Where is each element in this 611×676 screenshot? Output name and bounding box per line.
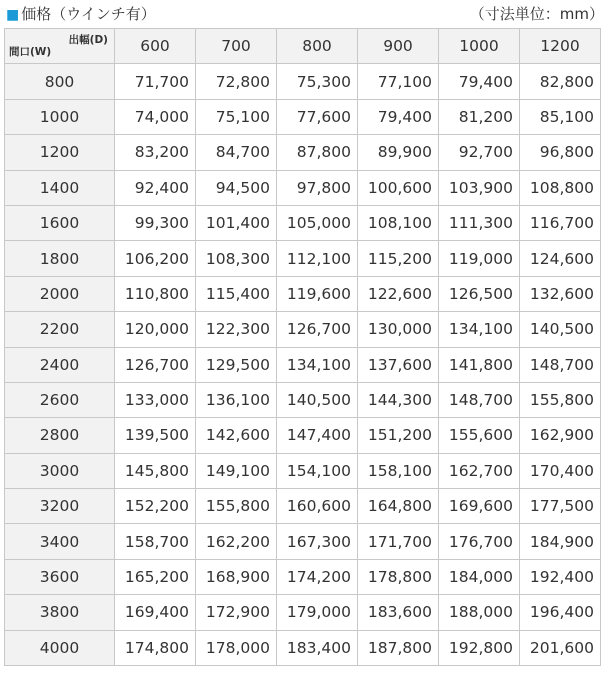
- price-cell: 83,200: [115, 135, 196, 170]
- row-header: 2600: [5, 382, 115, 417]
- price-cell: 155,800: [196, 489, 277, 524]
- price-cell: 165,200: [115, 559, 196, 594]
- price-table: [4, 28, 601, 666]
- square-bullet-icon: ■: [6, 7, 20, 23]
- table-row: [5, 382, 601, 417]
- price-cell: 168,900: [196, 559, 277, 594]
- price-cell: 177,500: [520, 489, 601, 524]
- price-cell: 172,900: [196, 595, 277, 630]
- price-cell: 169,400: [115, 595, 196, 630]
- row-header: 2000: [5, 276, 115, 311]
- price-cell: 74,000: [115, 99, 196, 134]
- row-header: 2400: [5, 347, 115, 382]
- price-cell: 89,900: [358, 135, 439, 170]
- price-cell: 147,400: [277, 418, 358, 453]
- caption-bar: [2, 0, 606, 28]
- price-cell: 192,400: [520, 559, 601, 594]
- price-cell: 141,800: [439, 347, 520, 382]
- price-cell: 126,700: [115, 347, 196, 382]
- table-row: [5, 418, 601, 453]
- price-cell: 110,800: [115, 276, 196, 311]
- price-cell: 75,100: [196, 99, 277, 134]
- price-cell: 140,500: [520, 312, 601, 347]
- table-row: [5, 489, 601, 524]
- price-cell: 122,600: [358, 276, 439, 311]
- price-cell: 112,100: [277, 241, 358, 276]
- table-row: [5, 170, 601, 205]
- table-row: [5, 312, 601, 347]
- price-cell: 92,400: [115, 170, 196, 205]
- row-header: 4000: [5, 630, 115, 665]
- price-cell: 116,700: [520, 205, 601, 240]
- price-cell: 103,900: [439, 170, 520, 205]
- price-cell: 122,300: [196, 312, 277, 347]
- price-cell: 162,700: [439, 453, 520, 488]
- price-cell: 108,100: [358, 205, 439, 240]
- corner-col-label: 出幅(D): [68, 34, 108, 46]
- price-cell: 167,300: [277, 524, 358, 559]
- column-header: 600: [115, 29, 196, 64]
- price-cell: 164,800: [358, 489, 439, 524]
- price-cell: 100,600: [358, 170, 439, 205]
- price-cell: 155,600: [439, 418, 520, 453]
- caption-title: 価格（ウインチ有）: [21, 5, 156, 23]
- table-row: [5, 559, 601, 594]
- price-cell: 108,300: [196, 241, 277, 276]
- price-cell: 188,000: [439, 595, 520, 630]
- price-cell: 96,800: [520, 135, 601, 170]
- table-row: [5, 205, 601, 240]
- row-header: 3400: [5, 524, 115, 559]
- price-cell: 148,700: [520, 347, 601, 382]
- price-cell: 201,600: [520, 630, 601, 665]
- price-cell: 170,400: [520, 453, 601, 488]
- price-cell: 105,000: [277, 205, 358, 240]
- price-cell: 174,200: [277, 559, 358, 594]
- price-cell: 92,700: [439, 135, 520, 170]
- row-header: 2800: [5, 418, 115, 453]
- price-cell: 94,500: [196, 170, 277, 205]
- price-cell: 145,800: [115, 453, 196, 488]
- price-cell: 155,800: [520, 382, 601, 417]
- price-cell: 192,800: [439, 630, 520, 665]
- price-cell: 169,600: [439, 489, 520, 524]
- table-caption: [6, 5, 156, 24]
- price-cell: 139,500: [115, 418, 196, 453]
- price-cell: 154,100: [277, 453, 358, 488]
- corner-header-cell: [5, 29, 115, 64]
- row-header: 1400: [5, 170, 115, 205]
- price-cell: 149,100: [196, 453, 277, 488]
- price-cell: 134,100: [277, 347, 358, 382]
- row-header: 3200: [5, 489, 115, 524]
- table-row: [5, 241, 601, 276]
- price-cell: 111,300: [439, 205, 520, 240]
- price-cell: 134,100: [439, 312, 520, 347]
- price-cell: 132,600: [520, 276, 601, 311]
- price-cell: 151,200: [358, 418, 439, 453]
- row-header: 3000: [5, 453, 115, 488]
- price-cell: 87,800: [277, 135, 358, 170]
- price-cell: 176,700: [439, 524, 520, 559]
- column-header: 800: [277, 29, 358, 64]
- table-row: [5, 135, 601, 170]
- price-cell: 85,100: [520, 99, 601, 134]
- table-header: [5, 29, 601, 64]
- table-row: [5, 630, 601, 665]
- price-cell: 183,400: [277, 630, 358, 665]
- row-header: 2200: [5, 312, 115, 347]
- price-cell: 79,400: [358, 99, 439, 134]
- price-cell: 196,400: [520, 595, 601, 630]
- price-cell: 137,600: [358, 347, 439, 382]
- price-cell: 71,700: [115, 64, 196, 99]
- column-header: 1200: [520, 29, 601, 64]
- price-cell: 101,400: [196, 205, 277, 240]
- table-row: [5, 99, 601, 134]
- price-cell: 133,000: [115, 382, 196, 417]
- price-cell: 162,900: [520, 418, 601, 453]
- table-body: [5, 64, 601, 666]
- row-header: 1000: [5, 99, 115, 134]
- price-cell: 152,200: [115, 489, 196, 524]
- price-cell: 79,400: [439, 64, 520, 99]
- price-cell: 160,600: [277, 489, 358, 524]
- price-cell: 144,300: [358, 382, 439, 417]
- price-cell: 183,600: [358, 595, 439, 630]
- row-header: 800: [5, 64, 115, 99]
- price-cell: 124,600: [520, 241, 601, 276]
- table-row: [5, 595, 601, 630]
- price-cell: 140,500: [277, 382, 358, 417]
- price-cell: 184,000: [439, 559, 520, 594]
- column-header: 700: [196, 29, 277, 64]
- price-cell: 84,700: [196, 135, 277, 170]
- price-cell: 171,700: [358, 524, 439, 559]
- unit-note: （寸法単位：mm）: [469, 5, 604, 23]
- price-cell: 136,100: [196, 382, 277, 417]
- price-cell: 126,700: [277, 312, 358, 347]
- price-cell: 97,800: [277, 170, 358, 205]
- price-cell: 120,000: [115, 312, 196, 347]
- table-row: [5, 524, 601, 559]
- price-cell: 187,800: [358, 630, 439, 665]
- column-header: 900: [358, 29, 439, 64]
- price-cell: 174,800: [115, 630, 196, 665]
- table-row: [5, 64, 601, 99]
- price-cell: 72,800: [196, 64, 277, 99]
- price-cell: 178,000: [196, 630, 277, 665]
- row-header: 1200: [5, 135, 115, 170]
- price-cell: 115,400: [196, 276, 277, 311]
- corner-row-label: 間口(W): [9, 46, 52, 59]
- price-cell: 81,200: [439, 99, 520, 134]
- row-header: 1600: [5, 205, 115, 240]
- table-row: [5, 276, 601, 311]
- price-cell: 77,100: [358, 64, 439, 99]
- price-cell: 115,200: [358, 241, 439, 276]
- price-cell: 119,600: [277, 276, 358, 311]
- price-cell: 142,600: [196, 418, 277, 453]
- price-cell: 158,700: [115, 524, 196, 559]
- price-cell: 158,100: [358, 453, 439, 488]
- price-cell: 82,800: [520, 64, 601, 99]
- price-cell: 119,000: [439, 241, 520, 276]
- price-cell: 126,500: [439, 276, 520, 311]
- price-cell: 178,800: [358, 559, 439, 594]
- price-cell: 106,200: [115, 241, 196, 276]
- price-cell: 162,200: [196, 524, 277, 559]
- price-cell: 179,000: [277, 595, 358, 630]
- price-cell: 108,800: [520, 170, 601, 205]
- column-header: 1000: [439, 29, 520, 64]
- header-row: [5, 29, 601, 64]
- price-cell: 77,600: [277, 99, 358, 134]
- price-cell: 130,000: [358, 312, 439, 347]
- price-cell: 148,700: [439, 382, 520, 417]
- table-row: [5, 347, 601, 382]
- price-cell: 99,300: [115, 205, 196, 240]
- row-header: 1800: [5, 241, 115, 276]
- price-cell: 75,300: [277, 64, 358, 99]
- table-row: [5, 453, 601, 488]
- price-cell: 184,900: [520, 524, 601, 559]
- row-header: 3600: [5, 559, 115, 594]
- price-cell: 129,500: [196, 347, 277, 382]
- row-header: 3800: [5, 595, 115, 630]
